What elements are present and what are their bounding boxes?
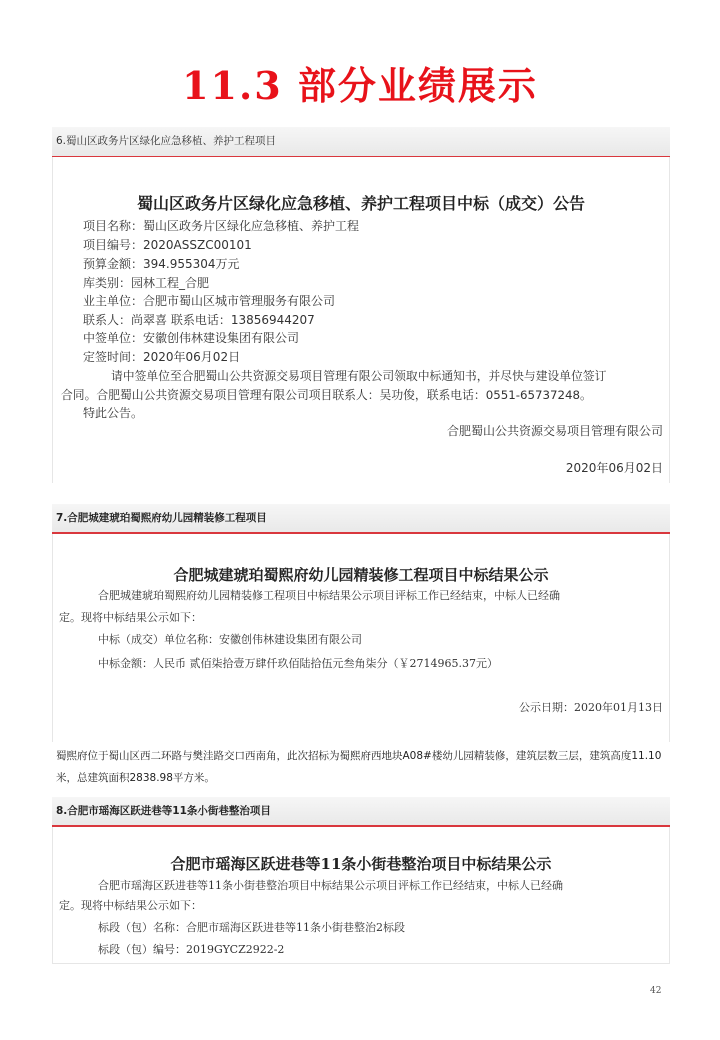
notice-title-6: 蜀山区政务片区绿化应急移植、养护工程项目中标（成交）公告 <box>136 194 585 213</box>
page-number: 42 <box>650 986 662 996</box>
field-winner: 中签单位：安徽创伟林建设集团有限公司 <box>83 331 300 345</box>
notice-paragraph-6-line1: 请中签单位至合肥蜀山公共资源交易项目管理有限公司领取中标通知书，并尽快与建设单位签订 <box>111 369 607 383</box>
field-category: 库类别：园林工程_合肥 <box>83 276 210 290</box>
field-date: 定签时间：2020年06月02日 <box>83 350 241 364</box>
notice-paragraph-8-line1: 合肥市瑶海区跃进巷等11条小街巷整治项目中标结果公示项目评标工作已经结束，中标人已经确 <box>98 879 563 892</box>
section-header-6-label: 6.蜀山区政务片区绿化应急移植、养护工程项目 <box>56 135 277 147</box>
section-header-8 <box>52 797 670 827</box>
section-8-panel <box>52 827 670 964</box>
section-header-8-label: 8.合肥市瑶海区跃进巷等11条小街巷整治项目 <box>56 805 271 817</box>
project-description-7-line2: 米，总建筑面积2838.98平方米。 <box>56 772 215 784</box>
notice-closing: 特此公告。 <box>83 406 144 420</box>
notice-paragraph-8-line2: 定。现将中标结果公示如下： <box>59 899 202 912</box>
notice-date-6: 2020年06月02日 <box>565 461 663 475</box>
section-header-7-label: 7.合肥城建琥珀蜀熙府幼儿园精装修工程项目 <box>56 512 267 524</box>
notice-paragraph-6-line2: 合同。合肥蜀山公共资源交易项目管理有限公司项目联系人：吴功俊，联系电话：0551-65737248。 <box>61 388 592 402</box>
project-description-7 <box>56 745 662 789</box>
field-budget: 预算金额：394.955304万元 <box>83 257 240 271</box>
section-6-panel <box>52 157 670 483</box>
lot-name: 标段（包）名称：合肥市瑶海区跃进巷等11条小街巷整治2标段 <box>98 921 405 934</box>
section-7-panel <box>52 534 670 742</box>
field-project-name: 项目名称：蜀山区政务片区绿化应急移植、养护工程 <box>83 219 360 233</box>
notice-title-7: 合肥城建琥珀蜀熙府幼儿园精装修工程项目中标结果公示 <box>173 566 549 584</box>
section-header-6 <box>52 127 670 157</box>
notice-title-8: 合肥市瑶海区跃进巷等11条小街巷整治项目中标结果公示 <box>170 855 552 873</box>
winning-amount: 中标金额：人民币 贰佰柒拾壹万肆仟玖佰陆拾伍元叁角柒分（￥2714965.37元） <box>98 657 498 670</box>
field-owner: 业主单位：合肥市蜀山区城市管理服务有限公司 <box>83 294 336 308</box>
notice-paragraph-7-line1: 合肥城建琥珀蜀熙府幼儿园精装修工程项目中标结果公示项目评标工作已经结束，中标人已经确 <box>98 589 560 602</box>
lot-number: 标段（包）编号：2019GYCZ2922-2 <box>98 943 285 956</box>
field-project-number: 项目编号：2020ASSZC00101 <box>83 238 252 252</box>
announcement-date-7: 公示日期：2020年01月13日 <box>519 701 663 714</box>
issuing-organization: 合肥蜀山公共资源交易项目管理有限公司 <box>446 424 663 438</box>
project-description-7-line1: 蜀熙府位于蜀山区西二环路与樊洼路交口西南角，此次招标为蜀熙府西地块A08#楼幼儿园精装修，建筑层数三层，建筑高度11.10 <box>56 750 662 762</box>
field-contact: 联系人：尚翠喜 联系电话：13856944207 <box>83 313 315 327</box>
section-header-7 <box>52 504 670 534</box>
notice-paragraph-7-line2: 定。现将中标结果公示如下： <box>59 611 202 624</box>
winning-company: 中标（成交）单位名称：安徽创伟林建设集团有限公司 <box>98 633 362 646</box>
page-title: 11.3 部分业绩展示 <box>182 63 538 108</box>
